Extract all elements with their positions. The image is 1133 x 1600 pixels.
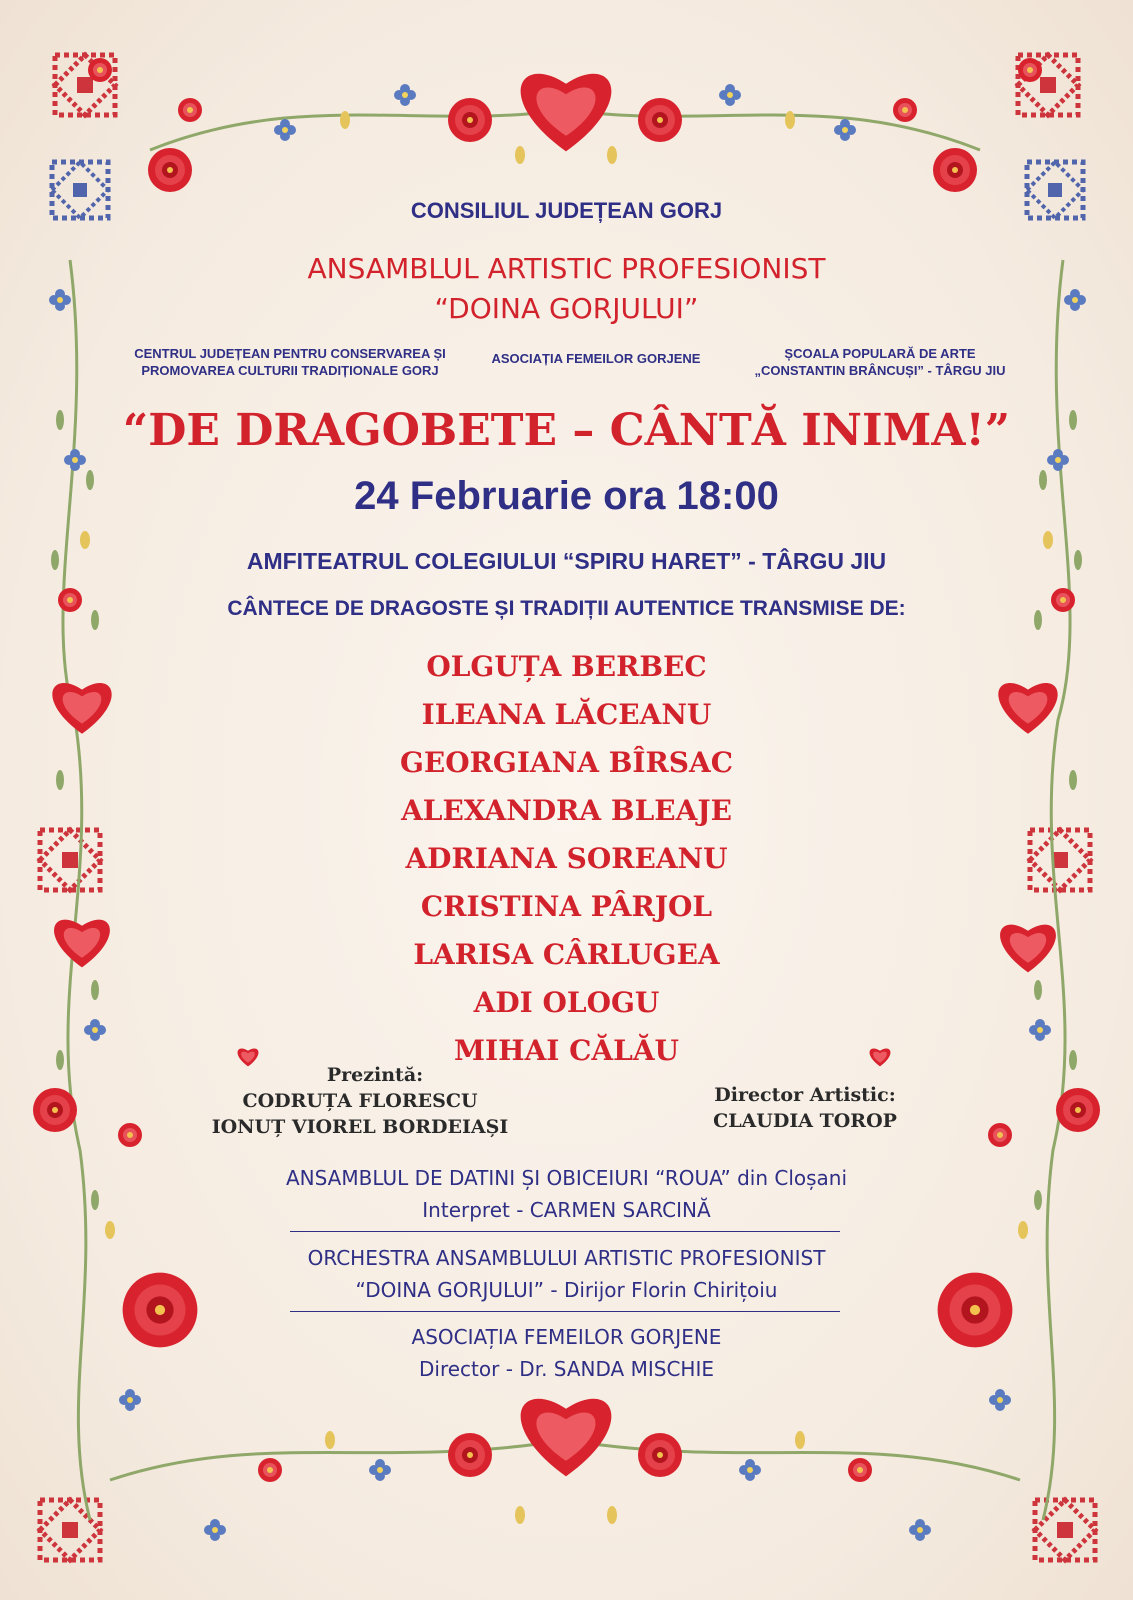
partner-center-judetean: CENTRUL JUDEȚEAN PENTRU CONSERVAREA ȘI PROMOVAREA CULTURII TRADIȚIONALE GORJ	[134, 346, 446, 378]
ensemble-name-line2: “DOINA GORJULUI”	[434, 292, 699, 325]
artist-name: CRISTINA PÂRJOL	[420, 890, 713, 923]
artist-name: MIHAI CĂLĂU	[454, 1034, 679, 1067]
partner-asociatia: ASOCIAȚIA FEMEILOR GORJENE	[491, 351, 701, 366]
ensemble-name-line1: ANSAMBLUL ARTISTIC PROFESIONIST	[307, 252, 826, 285]
council-name: CONSILIUL JUDEȚEAN GORJ	[410, 198, 723, 223]
artist-name: GEORGIANA BÎRSAC	[400, 746, 733, 779]
group-orchestra-line2: “DOINA GORJULUI” - Dirijor Florin Chirițoiu	[355, 1278, 778, 1302]
artist-name: ADI OLOGU	[473, 986, 660, 1019]
event-title: “DE DRAGOBETE – CÂNTĂ INIMA!”	[122, 405, 1011, 456]
event-subtitle: CÂNTECE DE DRAGOSTE ȘI TRADIȚII AUTENTICE TRANSMISE DE:	[227, 597, 906, 620]
group-orchestra-line1: ORCHESTRA ANSAMBLULUI ARTISTIC PROFESIONIST	[307, 1246, 826, 1270]
director-block	[690, 1082, 920, 1134]
divider	[290, 1311, 840, 1312]
presenters-block	[200, 1062, 520, 1140]
group-asociatia-line1: ASOCIAȚIA FEMEILOR GORJENE	[411, 1325, 722, 1349]
director-label: Director Artistic:	[714, 1084, 896, 1106]
artist-name: ADRIANA SOREANU	[405, 842, 728, 875]
group-roua-line1: ANSAMBLUL DE DATINI ȘI OBICEIURI “ROUA” din Cloșani	[285, 1166, 848, 1190]
divider	[290, 1231, 840, 1232]
presenter-name: IONUȚ VIOREL BORDEIAȘI	[211, 1116, 509, 1138]
artist-name: LARISA CÂRLUGEA	[413, 938, 720, 971]
event-datetime: 24 Februarie ora 18:00	[354, 474, 779, 518]
partner-scoala-populara: ȘCOALA POPULARĂ DE ARTE „CONSTANTIN BRÂNCUȘI” - TÂRGU JIU	[754, 346, 1006, 378]
artist-name: OLGUȚA BERBEC	[426, 650, 707, 683]
presenter-name: CODRUȚA FLORESCU	[242, 1090, 478, 1112]
presenters-label: Prezintă:	[326, 1064, 424, 1086]
director-name: CLAUDIA TOROP	[713, 1110, 897, 1132]
event-venue: AMFITEATRUL COLEGIULUI “SPIRU HARET” - TÂRGU JIU	[246, 548, 887, 574]
group-roua-line2: Interpret - CARMEN SARCINĂ	[422, 1198, 711, 1222]
artist-name: ILEANA LĂCEANU	[421, 698, 712, 731]
artist-name: ALEXANDRA BLEAJE	[401, 794, 732, 827]
group-asociatia-line2: Director - Dr. SANDA MISCHIE	[419, 1357, 714, 1381]
